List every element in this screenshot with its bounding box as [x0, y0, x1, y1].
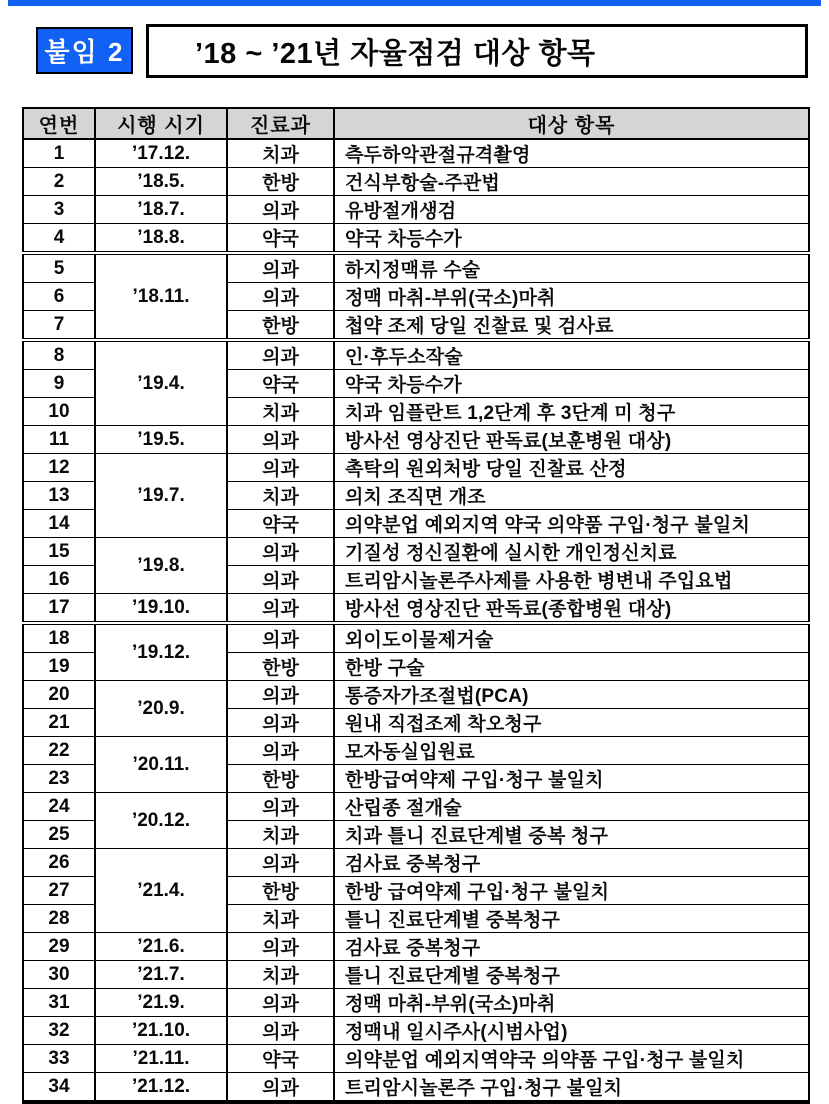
cell-period: ’19.4. — [95, 340, 227, 426]
cell-period: ’18.5. — [95, 168, 227, 196]
cell-period: ’21.6. — [95, 933, 227, 961]
cell-period: ’17.12. — [95, 139, 227, 168]
cell-dept: 의과 — [227, 566, 334, 594]
cell-no: 6 — [23, 283, 95, 311]
title-box — [146, 24, 808, 78]
cell-dept: 의과 — [227, 849, 334, 877]
cell-no: 34 — [23, 1073, 95, 1103]
table-row — [23, 538, 809, 566]
cell-no: 20 — [23, 681, 95, 709]
cell-no: 5 — [23, 253, 95, 283]
cell-no: 24 — [23, 793, 95, 821]
table-row — [23, 989, 809, 1017]
cell-dept: 의과 — [227, 426, 334, 454]
table-row — [23, 139, 809, 168]
cell-period: ’20.9. — [95, 681, 227, 737]
cell-no: 13 — [23, 482, 95, 510]
attachment-badge-label: 붙임 2 — [44, 37, 125, 67]
cell-item: 한방 구술 — [334, 653, 809, 681]
cell-dept: 한방 — [227, 653, 334, 681]
cell-no: 2 — [23, 168, 95, 196]
attachment-badge — [36, 27, 133, 74]
cell-item: 검사료 중복청구 — [334, 849, 809, 877]
cell-dept: 의과 — [227, 1017, 334, 1045]
cell-no: 7 — [23, 311, 95, 341]
cell-item: 의약분업 예외지역약국 의약품 구입·청구 불일치 — [334, 1045, 809, 1073]
top-accent-bar — [8, 0, 821, 6]
cell-dept: 의과 — [227, 933, 334, 961]
col-header-no: 연번 — [23, 108, 95, 139]
cell-item: 정맥내 일시주사(시범사업) — [334, 1017, 809, 1045]
cell-period: ’18.8. — [95, 224, 227, 254]
table-row — [23, 681, 809, 709]
cell-period: ’21.7. — [95, 961, 227, 989]
items-table-body — [23, 139, 809, 1102]
table-row — [23, 933, 809, 961]
cell-dept: 약국 — [227, 1045, 334, 1073]
cell-period: ’21.10. — [95, 1017, 227, 1045]
table-row — [23, 849, 809, 877]
cell-dept: 의과 — [227, 709, 334, 737]
cell-item: 건식부항술-주관법 — [334, 168, 809, 196]
table-row — [23, 253, 809, 283]
cell-dept: 한방 — [227, 765, 334, 793]
cell-dept: 의과 — [227, 623, 334, 653]
table-row — [23, 623, 809, 653]
cell-no: 25 — [23, 821, 95, 849]
table-row — [23, 196, 809, 224]
cell-no: 23 — [23, 765, 95, 793]
cell-no: 15 — [23, 538, 95, 566]
cell-item: 치과 틀니 진료단계별 중복 청구 — [334, 821, 809, 849]
cell-item: 한방급여약제 구입·청구 불일치 — [334, 765, 809, 793]
col-header-dept: 진료과 — [227, 108, 334, 139]
cell-dept: 의과 — [227, 454, 334, 482]
cell-item: 검사료 중복청구 — [334, 933, 809, 961]
table-row — [23, 168, 809, 196]
cell-dept: 의과 — [227, 196, 334, 224]
table-row — [23, 961, 809, 989]
cell-period: ’19.5. — [95, 426, 227, 454]
table-row — [23, 340, 809, 370]
col-header-period: 시행 시기 — [95, 108, 227, 139]
cell-item: 약국 차등수가 — [334, 224, 809, 254]
col-header-item: 대상 항목 — [334, 108, 809, 139]
cell-item: 정맥 마취-부위(국소)마취 — [334, 989, 809, 1017]
cell-dept: 치과 — [227, 905, 334, 933]
cell-dept: 약국 — [227, 370, 334, 398]
cell-item: 정맥 마취-부위(국소)마취 — [334, 283, 809, 311]
cell-dept: 의과 — [227, 253, 334, 283]
cell-no: 14 — [23, 510, 95, 538]
cell-item: 촉탁의 원외처방 당일 진찰료 산정 — [334, 454, 809, 482]
cell-item: 트리암시놀론주 구입·청구 불일치 — [334, 1073, 809, 1103]
cell-period: ’19.7. — [95, 454, 227, 538]
cell-period: ’20.12. — [95, 793, 227, 849]
items-table — [22, 107, 810, 1104]
cell-item: 하지정맥류 수술 — [334, 253, 809, 283]
cell-no: 18 — [23, 623, 95, 653]
cell-no: 12 — [23, 454, 95, 482]
cell-no: 32 — [23, 1017, 95, 1045]
cell-period: ’21.12. — [95, 1073, 227, 1103]
cell-item: 방사선 영상진단 판독료(종합병원 대상) — [334, 594, 809, 624]
cell-no: 22 — [23, 737, 95, 765]
table-row — [23, 737, 809, 765]
cell-item: 의약분업 예외지역 약국 의약품 구입·청구 불일치 — [334, 510, 809, 538]
cell-period: ’19.10. — [95, 594, 227, 624]
cell-dept: 의과 — [227, 737, 334, 765]
cell-dept: 한방 — [227, 877, 334, 905]
cell-no: 17 — [23, 594, 95, 624]
cell-item: 산립종 절개술 — [334, 793, 809, 821]
cell-dept: 의과 — [227, 793, 334, 821]
cell-period: ’21.4. — [95, 849, 227, 933]
cell-no: 21 — [23, 709, 95, 737]
table-row — [23, 426, 809, 454]
cell-no: 28 — [23, 905, 95, 933]
cell-period: ’18.7. — [95, 196, 227, 224]
cell-no: 16 — [23, 566, 95, 594]
cell-period: ’19.8. — [95, 538, 227, 594]
cell-dept: 치과 — [227, 482, 334, 510]
cell-no: 8 — [23, 340, 95, 370]
table-row — [23, 1017, 809, 1045]
cell-no: 4 — [23, 224, 95, 254]
table-header-row — [23, 108, 809, 139]
cell-dept: 의과 — [227, 538, 334, 566]
cell-item: 첩약 조제 당일 진찰료 및 검사료 — [334, 311, 809, 341]
cell-no: 19 — [23, 653, 95, 681]
table-row — [23, 1045, 809, 1073]
cell-no: 26 — [23, 849, 95, 877]
cell-period: ’19.12. — [95, 623, 227, 681]
cell-dept: 한방 — [227, 311, 334, 341]
cell-no: 33 — [23, 1045, 95, 1073]
cell-item: 인·후두소작술 — [334, 340, 809, 370]
cell-item: 외이도이물제거술 — [334, 623, 809, 653]
table-row — [23, 793, 809, 821]
cell-item: 모자동실입원료 — [334, 737, 809, 765]
cell-item: 원내 직접조제 착오청구 — [334, 709, 809, 737]
cell-dept: 의과 — [227, 989, 334, 1017]
cell-dept: 의과 — [227, 283, 334, 311]
cell-item: 치과 임플란트 1,2단계 후 3단계 미 청구 — [334, 398, 809, 426]
cell-dept: 치과 — [227, 398, 334, 426]
cell-dept: 의과 — [227, 340, 334, 370]
cell-period: ’18.11. — [95, 253, 227, 340]
cell-dept: 치과 — [227, 139, 334, 168]
cell-dept: 의과 — [227, 681, 334, 709]
cell-item: 방사선 영상진단 판독료(보훈병원 대상) — [334, 426, 809, 454]
page-title: ’18 ~ ’21년 자율점검 대상 항목 — [195, 37, 596, 70]
cell-dept: 치과 — [227, 961, 334, 989]
cell-dept: 의과 — [227, 1073, 334, 1103]
cell-no: 27 — [23, 877, 95, 905]
cell-dept: 약국 — [227, 224, 334, 254]
cell-no: 1 — [23, 139, 95, 168]
cell-item: 한방 급여약제 구입·청구 불일치 — [334, 877, 809, 905]
cell-dept: 치과 — [227, 821, 334, 849]
table-row — [23, 454, 809, 482]
table-row — [23, 224, 809, 254]
cell-item: 통증자가조절법(PCA) — [334, 681, 809, 709]
cell-no: 29 — [23, 933, 95, 961]
table-row — [23, 594, 809, 624]
cell-no: 30 — [23, 961, 95, 989]
cell-item: 의치 조직면 개조 — [334, 482, 809, 510]
cell-no: 9 — [23, 370, 95, 398]
cell-period: ’20.11. — [95, 737, 227, 793]
cell-dept: 의과 — [227, 594, 334, 624]
cell-period: ’21.9. — [95, 989, 227, 1017]
table-row — [23, 1073, 809, 1103]
cell-no: 3 — [23, 196, 95, 224]
cell-no: 11 — [23, 426, 95, 454]
cell-dept: 한방 — [227, 168, 334, 196]
cell-period: ’21.11. — [95, 1045, 227, 1073]
cell-item: 틀니 진료단계별 중복청구 — [334, 961, 809, 989]
cell-item: 트리암시놀론주사제를 사용한 병변내 주입요법 — [334, 566, 809, 594]
cell-item: 틀니 진료단계별 중복청구 — [334, 905, 809, 933]
cell-no: 10 — [23, 398, 95, 426]
cell-item: 측두하악관절규격촬영 — [334, 139, 809, 168]
cell-item: 유방절개생검 — [334, 196, 809, 224]
cell-item: 기질성 정신질환에 실시한 개인정신치료 — [334, 538, 809, 566]
cell-dept: 약국 — [227, 510, 334, 538]
cell-item: 약국 차등수가 — [334, 370, 809, 398]
cell-no: 31 — [23, 989, 95, 1017]
